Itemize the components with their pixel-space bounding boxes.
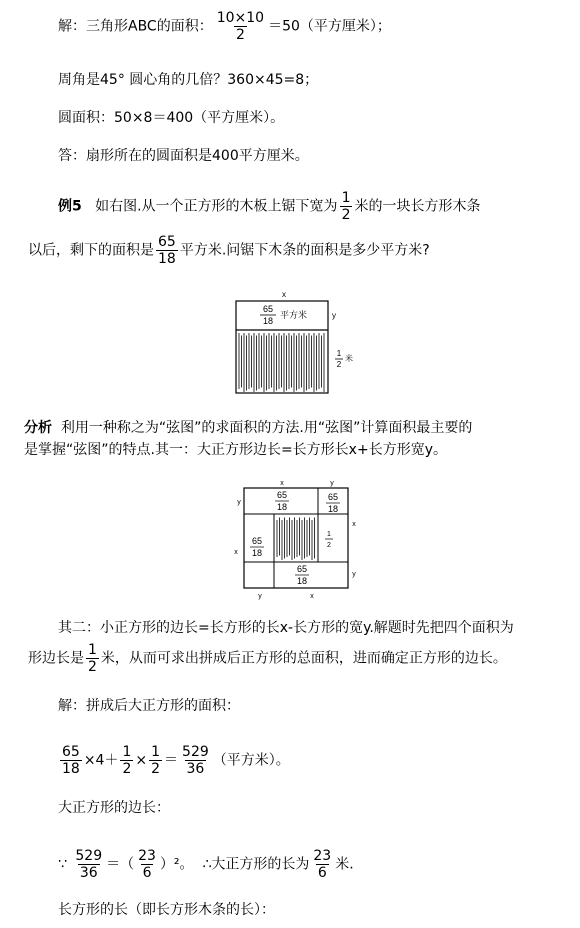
hatch-area — [277, 518, 315, 561]
label-x: x — [282, 290, 286, 299]
svg-text:65: 65 — [251, 536, 263, 546]
label-x-bottom: x — [310, 593, 314, 600]
side-formula: ∵ $\frac{529}{36}$ ＝（ $\frac{23}{6}$ ）²。 ∴大正方形的长为 $\frac{23}{6}$ 米. — [58, 848, 354, 881]
label-x-left: x — [234, 549, 238, 556]
fraction: $\frac{1}{2}$ — [341, 190, 351, 223]
text-line-9: 其二：小正方形的边长=长方形的长x-长方形的宽y.解题时先把四个面积为 — [58, 620, 514, 636]
svg-text:65: 65 — [327, 492, 339, 502]
answer-line: 答：扇形所在的圆面积是400平方厘米。 — [58, 148, 309, 164]
side-unit: 米 — [345, 354, 353, 363]
example-5-line: 例5 如右图.从一个正方形的木板上锯下宽为 $\frac{1}{2}$ 米的一块长方形木条 — [58, 190, 481, 223]
example-5-line-2: 以后，剩下的面积是 $\frac{65}{18}$ 平方米.问锯下木条的面积是多少平方米? — [28, 234, 430, 267]
svg-text:65: 65 — [296, 564, 308, 574]
label-y-left: y — [237, 499, 241, 506]
solution-line-1: 解：三角形ABC的面积： $\frac{10\times 10}{2}$ ＝50（平方厘米）； — [58, 10, 391, 43]
area-num: 65 — [262, 304, 274, 314]
text-line-3: 圆面积：50×8＝400（平方厘米）。 — [58, 110, 285, 126]
svg-text:2: 2 — [327, 542, 331, 549]
label-x-top: x — [280, 480, 284, 487]
example-label: 例5 — [58, 198, 82, 215]
text-line-10: 形边长是 $\frac{1}{2}$ 米，从而可求出拼成后正方形的总面积，进而确定正方形的边长。 — [28, 642, 507, 675]
fraction: $\frac{10\times 10}{2}$ — [216, 10, 265, 43]
svg-text:18: 18 — [251, 548, 263, 558]
area-den: 18 — [262, 316, 274, 326]
label-x-right: x — [352, 521, 356, 528]
label-y: y — [332, 311, 336, 320]
svg-text:18: 18 — [296, 576, 308, 586]
solution-line: 解：拼成后大正方形的面积： — [58, 698, 240, 714]
analysis-line-2: 是掌握“弦图”的特点.其一：大正方形边长=长方形长x+长方形宽y。 — [24, 442, 447, 458]
fraction: $\frac{1}{2}$ — [88, 642, 97, 675]
text-line-2: 周角是45° 圆心角的几倍？360×45=8； — [58, 72, 319, 88]
text-line-13: 大正方形的边长： — [58, 800, 170, 816]
label-y-bottom: y — [258, 593, 262, 600]
fraction: $\frac{65}{18}$ — [158, 234, 176, 267]
text-line-15: 长方形的长（即长方形木条的长）： — [58, 902, 275, 918]
chord-figure — [230, 476, 360, 600]
hatch-area — [239, 333, 324, 392]
board-figure — [226, 288, 362, 398]
svg-text:65: 65 — [276, 490, 288, 500]
area-formula: $\frac{65}{18}$ ×4＋ $\frac{1}{2}$ × $\frac{1}{2}$ ＝ $\frac{529}{36}$ （平方米）。 — [62, 744, 290, 777]
label-y-top: y — [330, 480, 334, 487]
side-num: 1 — [336, 349, 342, 358]
label-y-right: y — [352, 571, 356, 578]
side-den: 2 — [336, 360, 342, 369]
area-unit: 平方米 — [280, 310, 308, 320]
svg-text:18: 18 — [276, 502, 288, 512]
analysis-line-1: 分析 利用一种称之为“弦图”的求面积的方法.用“弦图”计算面积最主要的 — [24, 420, 473, 436]
analysis-label: 分析 — [24, 420, 52, 436]
svg-text:1: 1 — [327, 531, 331, 538]
svg-text:18: 18 — [327, 504, 339, 514]
